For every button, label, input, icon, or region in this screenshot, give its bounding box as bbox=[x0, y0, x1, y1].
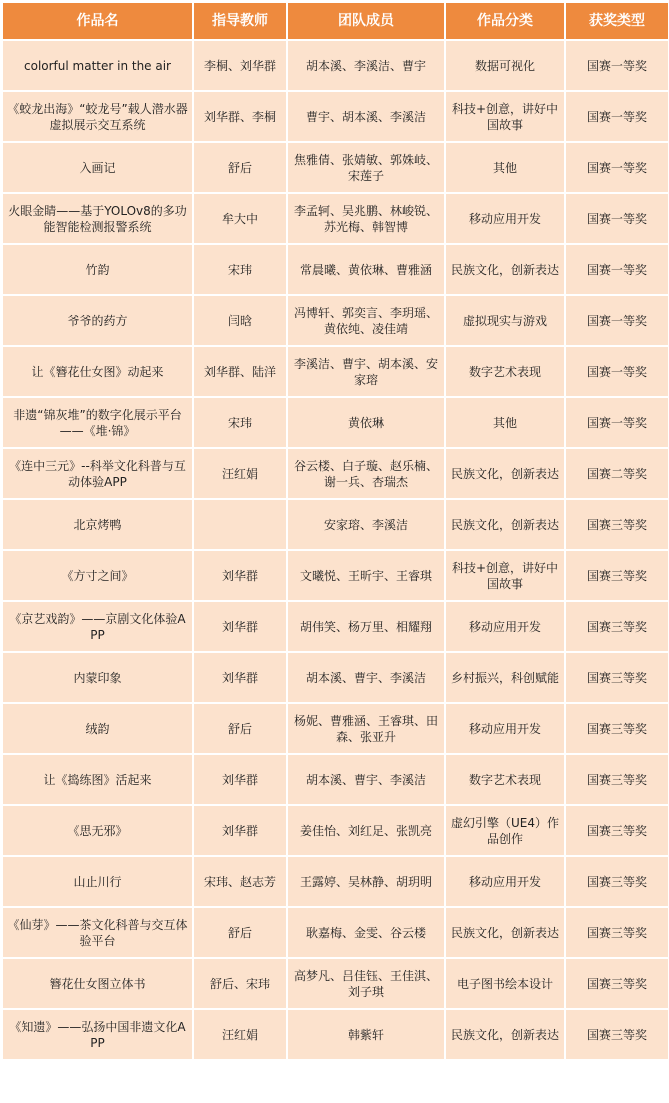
cell-team-members: 高梦凡、吕佳钰、王佳淇、刘子琪 bbox=[287, 958, 445, 1009]
cell-advisor: 舒后、宋玮 bbox=[193, 958, 287, 1009]
table-row bbox=[2, 754, 669, 805]
table-row bbox=[2, 142, 669, 193]
cell-category: 数据可视化 bbox=[445, 40, 565, 91]
cell-advisor: 牟大中 bbox=[193, 193, 287, 244]
cell-category: 科技+创意，讲好中国故事 bbox=[445, 91, 565, 142]
cell-award-type: 国赛一等奖 bbox=[565, 91, 669, 142]
cell-award-type: 国赛一等奖 bbox=[565, 193, 669, 244]
cell-category: 移动应用开发 bbox=[445, 601, 565, 652]
cell-award-type: 国赛一等奖 bbox=[565, 346, 669, 397]
cell-advisor bbox=[193, 499, 287, 550]
cell-team-members: 胡本溪、曹宇、李溪洁 bbox=[287, 652, 445, 703]
cell-advisor: 闫晗 bbox=[193, 295, 287, 346]
cell-award-type: 国赛三等奖 bbox=[565, 550, 669, 601]
cell-category: 数字艺术表现 bbox=[445, 754, 565, 805]
cell-advisor: 刘华群 bbox=[193, 754, 287, 805]
cell-advisor: 舒后 bbox=[193, 703, 287, 754]
cell-work-name: 绒韵 bbox=[2, 703, 193, 754]
table-row bbox=[2, 295, 669, 346]
cell-team-members: 韩紫轩 bbox=[287, 1009, 445, 1060]
cell-team-members: 胡本溪、李溪洁、曹宇 bbox=[287, 40, 445, 91]
table-row bbox=[2, 856, 669, 907]
cell-award-type: 国赛三等奖 bbox=[565, 601, 669, 652]
table-row bbox=[2, 1009, 669, 1060]
header-team-members: 团队成员 bbox=[287, 2, 445, 40]
awards-table bbox=[1, 1, 669, 1061]
table-row bbox=[2, 40, 669, 91]
cell-advisor: 舒后 bbox=[193, 907, 287, 958]
table-row bbox=[2, 907, 669, 958]
cell-team-members: 谷云楼、白子璇、赵乐楠、谢一兵、杏瑞杰 bbox=[287, 448, 445, 499]
cell-category: 移动应用开发 bbox=[445, 856, 565, 907]
cell-team-members: 常晨曦、黄依琳、曹雅涵 bbox=[287, 244, 445, 295]
cell-award-type: 国赛一等奖 bbox=[565, 142, 669, 193]
cell-work-name: 簪花仕女图立体书 bbox=[2, 958, 193, 1009]
cell-advisor: 汪红娟 bbox=[193, 1009, 287, 1060]
cell-advisor: 刘华群 bbox=[193, 805, 287, 856]
cell-award-type: 国赛三等奖 bbox=[565, 652, 669, 703]
cell-team-members: 杨妮、曹雅涵、王睿琪、田森、张亚升 bbox=[287, 703, 445, 754]
cell-team-members: 王露婷、吴林静、胡玥明 bbox=[287, 856, 445, 907]
cell-work-name: 《思无邪》 bbox=[2, 805, 193, 856]
cell-award-type: 国赛一等奖 bbox=[565, 295, 669, 346]
cell-category: 移动应用开发 bbox=[445, 193, 565, 244]
cell-team-members: 冯博轩、郭奕言、李玥瑶、黄依纯、凌佳靖 bbox=[287, 295, 445, 346]
cell-work-name: 非遗“锦灰堆”的数字化展示平台——《堆·锦》 bbox=[2, 397, 193, 448]
table-row bbox=[2, 193, 669, 244]
cell-award-type: 国赛二等奖 bbox=[565, 448, 669, 499]
cell-work-name: 内蒙印象 bbox=[2, 652, 193, 703]
cell-award-type: 国赛三等奖 bbox=[565, 907, 669, 958]
table-row bbox=[2, 703, 669, 754]
cell-work-name: 山止川行 bbox=[2, 856, 193, 907]
header-work-name: 作品名 bbox=[2, 2, 193, 40]
cell-team-members: 姜佳怡、刘红足、张凯亮 bbox=[287, 805, 445, 856]
table-row bbox=[2, 499, 669, 550]
cell-category: 科技+创意，讲好中国故事 bbox=[445, 550, 565, 601]
table-row bbox=[2, 448, 669, 499]
cell-category: 民族文化，创新表达 bbox=[445, 448, 565, 499]
table-row bbox=[2, 805, 669, 856]
cell-work-name: 竹韵 bbox=[2, 244, 193, 295]
cell-advisor: 刘华群 bbox=[193, 601, 287, 652]
cell-advisor: 舒后 bbox=[193, 142, 287, 193]
cell-team-members: 耿嘉梅、金雯、谷云楼 bbox=[287, 907, 445, 958]
table-body bbox=[2, 40, 669, 1060]
cell-work-name: 让《捣练图》活起来 bbox=[2, 754, 193, 805]
cell-advisor: 李桐、刘华群 bbox=[193, 40, 287, 91]
cell-work-name: 火眼金睛——基于YOLOv8的多功能智能检测报警系统 bbox=[2, 193, 193, 244]
cell-award-type: 国赛三等奖 bbox=[565, 754, 669, 805]
cell-work-name: 让《簪花仕女图》动起来 bbox=[2, 346, 193, 397]
cell-work-name: 《蛟龙出海》“蛟龙号”载人潜水器虚拟展示交互系统 bbox=[2, 91, 193, 142]
table-row bbox=[2, 244, 669, 295]
cell-category: 虚幻引擎（UE4）作品创作 bbox=[445, 805, 565, 856]
cell-category: 民族文化，创新表达 bbox=[445, 244, 565, 295]
cell-award-type: 国赛三等奖 bbox=[565, 856, 669, 907]
cell-award-type: 国赛一等奖 bbox=[565, 40, 669, 91]
cell-advisor: 刘华群、陆洋 bbox=[193, 346, 287, 397]
cell-award-type: 国赛三等奖 bbox=[565, 1009, 669, 1060]
cell-work-name: 《方寸之间》 bbox=[2, 550, 193, 601]
cell-work-name: colorful matter in the air bbox=[2, 40, 193, 91]
cell-team-members: 焦雅倩、张婧敏、郭姝岐、宋莲子 bbox=[287, 142, 445, 193]
table-row bbox=[2, 346, 669, 397]
cell-team-members: 曹宇、胡本溪、李溪洁 bbox=[287, 91, 445, 142]
table-row bbox=[2, 958, 669, 1009]
cell-award-type: 国赛三等奖 bbox=[565, 958, 669, 1009]
cell-advisor: 刘华群 bbox=[193, 652, 287, 703]
header-category: 作品分类 bbox=[445, 2, 565, 40]
cell-work-name: 北京烤鸭 bbox=[2, 499, 193, 550]
cell-award-type: 国赛三等奖 bbox=[565, 703, 669, 754]
cell-advisor: 刘华群 bbox=[193, 550, 287, 601]
cell-team-members: 胡伟笑、杨万里、相耀翔 bbox=[287, 601, 445, 652]
cell-team-members: 黄依琳 bbox=[287, 397, 445, 448]
cell-category: 民族文化，创新表达 bbox=[445, 1009, 565, 1060]
cell-award-type: 国赛三等奖 bbox=[565, 805, 669, 856]
cell-work-name: 《京艺戏韵》——京剧文化体验APP bbox=[2, 601, 193, 652]
cell-category: 乡村振兴，科创赋能 bbox=[445, 652, 565, 703]
cell-category: 移动应用开发 bbox=[445, 703, 565, 754]
cell-work-name: 入画记 bbox=[2, 142, 193, 193]
cell-team-members: 胡本溪、曹宇、李溪洁 bbox=[287, 754, 445, 805]
cell-advisor: 汪红娟 bbox=[193, 448, 287, 499]
table-row bbox=[2, 550, 669, 601]
cell-award-type: 国赛一等奖 bbox=[565, 397, 669, 448]
cell-category: 数字艺术表现 bbox=[445, 346, 565, 397]
cell-advisor: 宋玮 bbox=[193, 397, 287, 448]
table-row bbox=[2, 397, 669, 448]
table-row bbox=[2, 652, 669, 703]
cell-advisor: 宋玮、赵志芳 bbox=[193, 856, 287, 907]
cell-advisor: 刘华群、李桐 bbox=[193, 91, 287, 142]
cell-category: 民族文化，创新表达 bbox=[445, 499, 565, 550]
table-row bbox=[2, 601, 669, 652]
table-header bbox=[2, 2, 669, 40]
header-row bbox=[2, 2, 669, 40]
cell-team-members: 李溪洁、曹宇、胡本溪、安家瑢 bbox=[287, 346, 445, 397]
cell-work-name: 《连中三元》--科举文化科普与互动体验APP bbox=[2, 448, 193, 499]
table-row bbox=[2, 91, 669, 142]
cell-work-name: 爷爷的药方 bbox=[2, 295, 193, 346]
cell-team-members: 安家瑢、李溪洁 bbox=[287, 499, 445, 550]
cell-award-type: 国赛三等奖 bbox=[565, 499, 669, 550]
cell-category: 其他 bbox=[445, 142, 565, 193]
header-award-type: 获奖类型 bbox=[565, 2, 669, 40]
cell-team-members: 李孟轲、吴兆鹏、林峻锐、苏光梅、韩智博 bbox=[287, 193, 445, 244]
header-advisor: 指导教师 bbox=[193, 2, 287, 40]
cell-work-name: 《仙芽》——茶文化科普与交互体验平台 bbox=[2, 907, 193, 958]
cell-category: 民族文化，创新表达 bbox=[445, 907, 565, 958]
cell-category: 电子图书绘本设计 bbox=[445, 958, 565, 1009]
cell-team-members: 文曦悦、王昕宇、王睿琪 bbox=[287, 550, 445, 601]
cell-award-type: 国赛一等奖 bbox=[565, 244, 669, 295]
cell-category: 其他 bbox=[445, 397, 565, 448]
cell-work-name: 《知遗》——弘扬中国非遗文化APP bbox=[2, 1009, 193, 1060]
cell-advisor: 宋玮 bbox=[193, 244, 287, 295]
cell-category: 虚拟现实与游戏 bbox=[445, 295, 565, 346]
